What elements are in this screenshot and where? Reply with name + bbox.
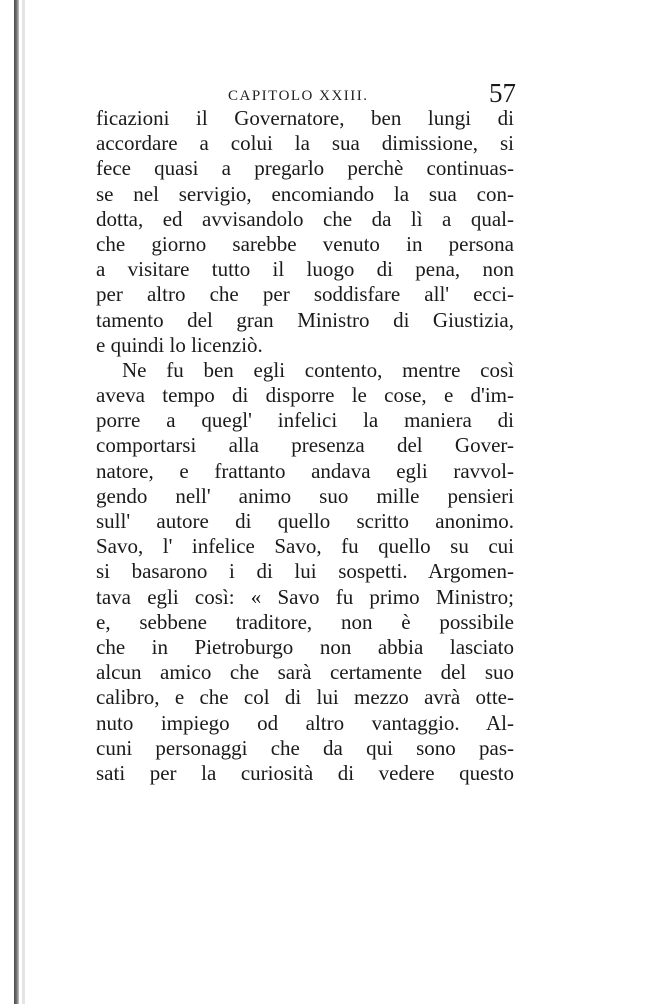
book-binding-edge — [14, 0, 19, 1004]
running-title: CAPITOLO XXIII. — [228, 88, 369, 104]
text-line: comportarsi alla presenza del Gover- — [96, 433, 514, 458]
text-line: ficazioni il Governatore, ben lungi di — [96, 106, 514, 130]
text-line: a visitare tutto il luogo di pena, non — [96, 257, 514, 282]
text-line: sati per la curiosità di vedere questo — [96, 760, 514, 785]
body-text — [96, 106, 514, 786]
text-line: tamento del gran Ministro di Giustizia, — [96, 307, 514, 332]
text-line: fece quasi a pregarlo perchè continuas- — [96, 156, 514, 181]
text-line: che in Pietroburgo non abbia lasciato — [96, 634, 514, 659]
text-line: accordare a colui la sua dimissione, si — [96, 131, 514, 156]
text-line: gendo nell' animo suo mille pensieri — [96, 483, 514, 508]
text-line: sull' autore di quello scritto anonimo. — [96, 509, 514, 533]
text-line: nuto impiego od altro vantaggio. Al- — [96, 710, 514, 735]
text-line: Savo, l' infelice Savo, fu quello su cui — [96, 534, 514, 559]
paragraph-start-line: Ne fu ben egli contento, mentre così — [122, 357, 514, 382]
text-line: natore, e frattanto andava egli ravvol- — [96, 458, 514, 483]
text-line: alcun amico che sarà certamente del suo — [96, 660, 514, 685]
text-line: che giorno sarebbe venuto in persona — [96, 231, 514, 256]
paragraph-end-line: e quindi lo licenziò. — [96, 332, 263, 357]
text-line: si basarono i di lui sospetti. Argomen- — [96, 559, 514, 584]
text-line: se nel servigio, encomiando la sua con- — [96, 181, 514, 206]
text-line: tava egli così: « Savo fu primo Ministro; — [96, 584, 514, 609]
book-gutter-shadow — [22, 0, 25, 1004]
text-line: dotta, ed avvisandolo che da lì a qual- — [96, 206, 514, 231]
page-number: 57 — [489, 78, 516, 108]
text-line: cuni personaggi che da qui sono pas- — [96, 735, 514, 760]
text-line: porre a quegl' infelici la maniera di — [96, 408, 514, 433]
text-line: aveva tempo di disporre le cose, e d'im- — [96, 383, 514, 408]
text-line: e, sebbene traditore, non è possibile — [96, 609, 514, 634]
text-line: calibro, e che col di lui mezzo avrà otte- — [96, 685, 514, 710]
text-line: per altro che per soddisfare all' ecci- — [96, 282, 514, 307]
